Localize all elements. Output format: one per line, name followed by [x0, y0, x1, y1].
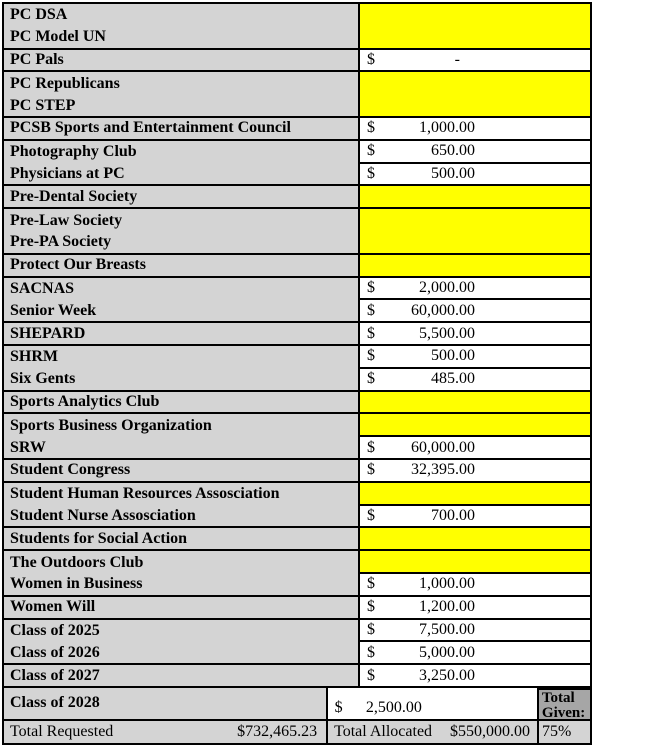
amount-cell-highlighted — [360, 392, 592, 415]
table-row — [4, 642, 592, 665]
amount-cell-highlighted — [360, 4, 592, 27]
amount-cell — [360, 506, 592, 529]
currency-symbol: $ — [367, 598, 375, 616]
amount-cell — [360, 278, 592, 301]
club-name-cell: SRW — [4, 437, 360, 460]
total-allocated-value: $550,000.00 — [449, 722, 530, 740]
currency-symbol: $ — [367, 278, 375, 296]
total-requested-label: Total Requested — [10, 722, 114, 740]
amount-value: 1,000.00 — [419, 119, 475, 137]
club-name-cell: Pre-Law Society — [4, 209, 360, 232]
amount-cell — [360, 346, 592, 369]
currency-symbol: $ — [367, 347, 375, 365]
currency-symbol: $ — [367, 575, 375, 593]
club-name-cell: Class of 2028 — [4, 688, 328, 721]
table-row — [4, 95, 592, 118]
table-row — [4, 460, 592, 483]
club-name-cell: SACNAS — [4, 278, 360, 301]
amount-cell — [360, 300, 592, 323]
table-row — [4, 323, 592, 346]
total-given-header: Total Given: — [539, 688, 592, 721]
amount-cell — [360, 369, 592, 392]
currency-symbol: $ — [367, 142, 375, 160]
amount-cell-highlighted — [360, 414, 592, 437]
club-name-cell: Sports Analytics Club — [4, 392, 360, 415]
amount-cell — [328, 688, 539, 721]
club-name-cell: Student Human Resources Assosciation — [4, 483, 360, 506]
club-name-cell: Pre-PA Society — [4, 232, 360, 255]
table-row — [4, 232, 592, 255]
amount-value: - — [454, 50, 460, 68]
currency-symbol: $ — [334, 698, 343, 716]
club-name-cell: Class of 2025 — [4, 620, 360, 643]
amount-cell — [360, 665, 592, 688]
amount-value: 500.00 — [431, 164, 475, 182]
club-name-cell: PC STEP — [4, 95, 360, 118]
table-row — [4, 209, 592, 232]
table-row — [4, 483, 592, 506]
amount-cell-highlighted — [360, 95, 592, 118]
total-requested-value: $732,465.23 — [237, 722, 318, 740]
club-name-cell: PC Model UN — [4, 27, 360, 50]
table-row — [4, 141, 592, 164]
amount-value: 3,250.00 — [419, 666, 475, 684]
amount-cell — [360, 118, 592, 141]
table-row — [4, 437, 592, 460]
club-name-cell: Class of 2027 — [4, 665, 360, 688]
currency-symbol: $ — [367, 301, 375, 319]
currency-symbol: $ — [367, 620, 375, 638]
amount-cell — [360, 620, 592, 643]
club-name-cell: Photography Club — [4, 141, 360, 164]
amount-cell-highlighted — [360, 209, 592, 232]
total-allocated-cell — [328, 721, 539, 745]
amount-value: 60,000.00 — [411, 438, 475, 456]
club-name-cell: Women in Business — [4, 574, 360, 597]
table-row — [4, 72, 592, 95]
currency-symbol: $ — [367, 370, 375, 388]
amount-value: 650.00 — [431, 142, 475, 160]
table-row — [4, 255, 592, 278]
club-name-cell: PC Pals — [4, 50, 360, 73]
amount-cell — [360, 437, 592, 460]
amount-value: 1,200.00 — [419, 598, 475, 616]
club-name-cell: PC Republicans — [4, 72, 360, 95]
table-row — [4, 597, 592, 620]
table-row — [4, 346, 592, 369]
table-row — [4, 574, 592, 597]
amount-cell-highlighted — [360, 232, 592, 255]
table-row — [4, 414, 592, 437]
currency-symbol: $ — [367, 461, 375, 479]
currency-symbol: $ — [367, 643, 375, 661]
amount-value: 2,500.00 — [365, 698, 422, 716]
amount-cell-highlighted — [360, 255, 592, 278]
club-name-cell: Pre-Dental Society — [4, 186, 360, 209]
amount-value: 5,500.00 — [419, 324, 475, 342]
amount-cell — [360, 50, 592, 73]
currency-symbol: $ — [367, 506, 375, 524]
table-row — [4, 278, 592, 301]
amount-cell — [360, 460, 592, 483]
table-row — [4, 369, 592, 392]
club-name-cell: Senior Week — [4, 300, 360, 323]
club-name-cell: Six Gents — [4, 369, 360, 392]
table-row — [4, 392, 592, 415]
total-requested-cell — [4, 721, 328, 745]
amount-value: 485.00 — [431, 370, 475, 388]
club-name-cell: Physicians at PC — [4, 164, 360, 187]
club-name-cell: PC DSA — [4, 4, 360, 27]
table-row — [4, 118, 592, 141]
amount-cell — [360, 574, 592, 597]
club-table-rows — [4, 4, 592, 721]
club-name-cell: PCSB Sports and Entertainment Council — [4, 118, 360, 141]
table-row — [4, 164, 592, 187]
currency-symbol: $ — [367, 324, 375, 342]
club-budget-table — [2, 2, 592, 745]
total-allocated-label: Total Allocated — [334, 722, 433, 740]
club-name-cell: Students for Social Action — [4, 528, 360, 551]
amount-cell — [360, 323, 592, 346]
club-name-cell: Student Nurse Assosciation — [4, 506, 360, 529]
amount-value: 60,000.00 — [411, 301, 475, 319]
currency-symbol: $ — [367, 666, 375, 684]
club-name-cell: Class of 2026 — [4, 642, 360, 665]
amount-cell-highlighted — [360, 72, 592, 95]
amount-value: 500.00 — [431, 347, 475, 365]
club-name-cell: The Outdoors Club — [4, 551, 360, 574]
percent-given-cell — [539, 721, 592, 745]
amount-cell — [360, 141, 592, 164]
table-row — [4, 620, 592, 643]
table-row — [4, 528, 592, 551]
club-name-cell: SHRM — [4, 346, 360, 369]
table-row — [4, 506, 592, 529]
club-name-cell: Protect Our Breasts — [4, 255, 360, 278]
table-row — [4, 688, 592, 721]
table-row — [4, 186, 592, 209]
amount-cell-highlighted — [360, 483, 592, 506]
table-row — [4, 300, 592, 323]
amount-value: 1,000.00 — [419, 575, 475, 593]
currency-symbol: $ — [367, 164, 375, 182]
amount-cell — [360, 597, 592, 620]
amount-value: 2,000.00 — [419, 278, 475, 296]
table-row — [4, 4, 592, 27]
amount-cell-highlighted — [360, 27, 592, 50]
totals-row — [4, 721, 592, 745]
table-row — [4, 665, 592, 688]
amount-cell — [360, 164, 592, 187]
amount-cell — [360, 642, 592, 665]
amount-value: 700.00 — [431, 506, 475, 524]
table-row — [4, 551, 592, 574]
currency-symbol: $ — [367, 50, 375, 68]
club-name-cell: Sports Business Organization — [4, 414, 360, 437]
amount-value: 7,500.00 — [419, 620, 475, 638]
club-name-cell: Women Will — [4, 597, 360, 620]
amount-cell-highlighted — [360, 186, 592, 209]
percent-given-value: 75% — [541, 722, 572, 740]
table-row — [4, 50, 592, 73]
currency-symbol: $ — [367, 438, 375, 456]
club-name-cell: Student Congress — [4, 460, 360, 483]
club-name-cell: SHEPARD — [4, 323, 360, 346]
amount-cell-highlighted — [360, 551, 592, 574]
currency-symbol: $ — [367, 119, 375, 137]
amount-value: 32,395.00 — [411, 461, 475, 479]
amount-cell-highlighted — [360, 528, 592, 551]
amount-value: 5,000.00 — [419, 643, 475, 661]
table-row — [4, 27, 592, 50]
